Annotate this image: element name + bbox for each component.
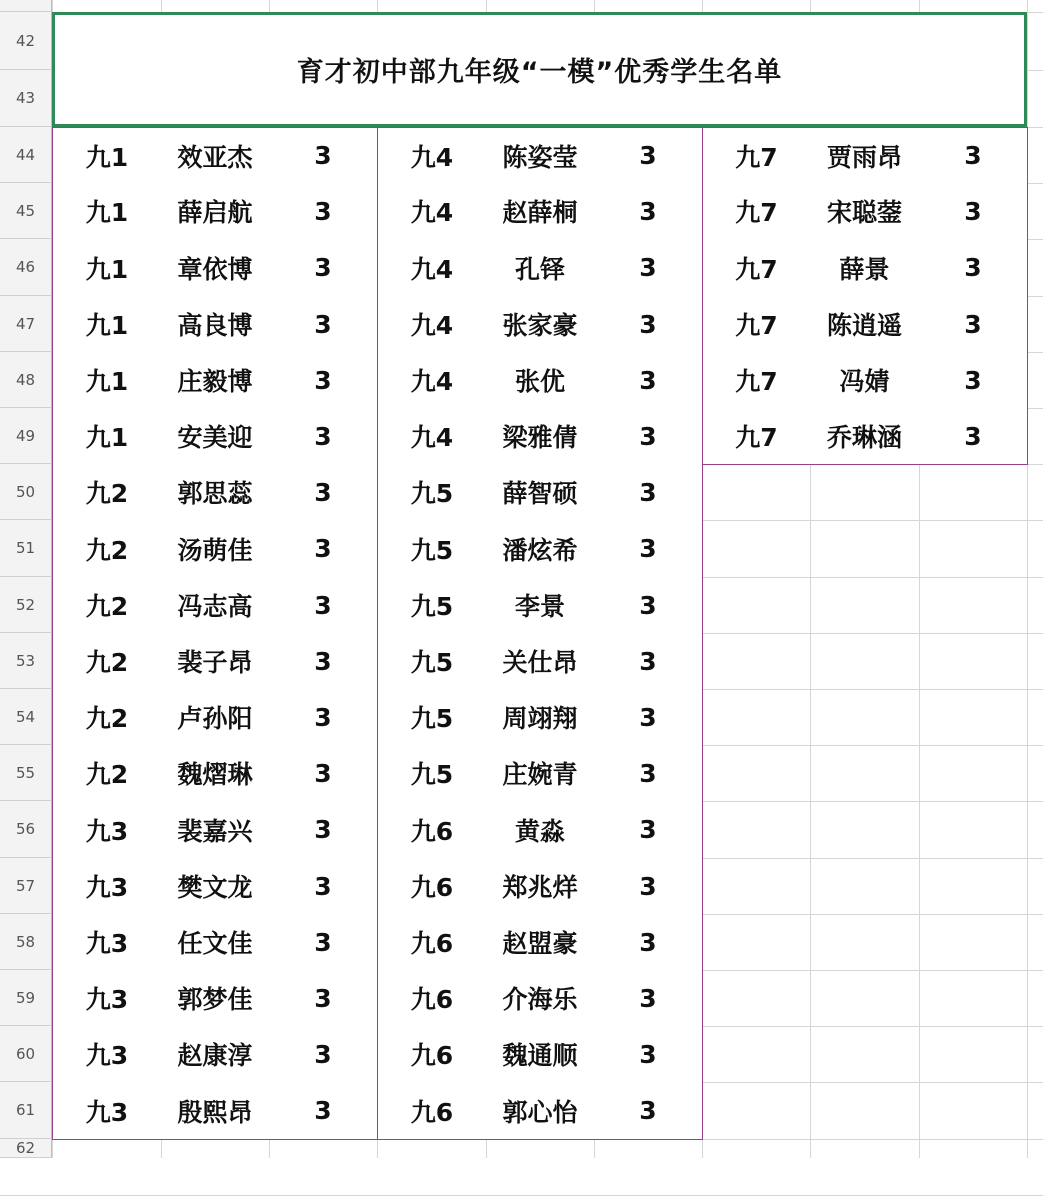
class-cell[interactable]: 九6 <box>377 801 487 859</box>
row-header[interactable]: 52 <box>0 577 52 633</box>
student-name-cell[interactable]: 陈姿莹 <box>486 127 595 184</box>
class-cell[interactable]: 九1 <box>52 296 162 353</box>
class-cell[interactable]: 九2 <box>52 745 162 802</box>
class-cell[interactable]: 九7 <box>702 408 811 465</box>
score-cell[interactable]: 3 <box>594 914 703 971</box>
class-cell[interactable]: 九1 <box>52 239 162 297</box>
row-header[interactable]: 45 <box>0 183 52 239</box>
score-cell[interactable]: 3 <box>269 296 378 353</box>
class-cell[interactable]: 九4 <box>377 183 487 240</box>
class-cell[interactable]: 九4 <box>377 296 487 353</box>
student-name-cell[interactable]: 郭思蕊 <box>161 464 270 521</box>
student-name-cell[interactable]: 赵薛桐 <box>486 183 595 240</box>
row-header[interactable]: 49 <box>0 408 52 464</box>
student-name-cell[interactable]: 郭心怡 <box>486 1082 595 1140</box>
class-cell[interactable]: 九7 <box>702 296 811 353</box>
row-header[interactable]: 54 <box>0 689 52 745</box>
student-name-cell[interactable]: 黄淼 <box>486 801 595 859</box>
score-cell[interactable]: 3 <box>594 127 703 184</box>
class-cell[interactable]: 九4 <box>377 408 487 465</box>
student-name-cell[interactable]: 郭梦佳 <box>161 970 270 1027</box>
score-cell[interactable]: 3 <box>269 745 378 802</box>
score-cell[interactable]: 3 <box>594 970 703 1027</box>
class-cell[interactable]: 九7 <box>702 183 811 240</box>
score-cell[interactable]: 3 <box>269 970 378 1027</box>
row-header[interactable]: 56 <box>0 801 52 858</box>
student-name-cell[interactable]: 宋聪蓥 <box>810 183 920 240</box>
score-cell[interactable]: 3 <box>594 577 703 634</box>
score-cell[interactable]: 3 <box>919 296 1028 353</box>
class-cell[interactable]: 九2 <box>52 464 162 521</box>
score-cell[interactable]: 3 <box>269 1082 378 1140</box>
student-name-cell[interactable]: 卢孙阳 <box>161 689 270 746</box>
class-cell[interactable]: 九2 <box>52 689 162 746</box>
student-name-cell[interactable]: 陈逍遥 <box>810 296 920 353</box>
score-cell[interactable]: 3 <box>269 801 378 859</box>
sheet-title[interactable]: 育才初中部九年级“一模”优秀学生名单 <box>52 12 1027 127</box>
student-name-cell[interactable]: 薛启航 <box>161 183 270 240</box>
student-name-cell[interactable]: 冯志高 <box>161 577 270 634</box>
score-cell[interactable]: 3 <box>594 183 703 240</box>
score-cell[interactable]: 3 <box>594 858 703 915</box>
class-cell[interactable]: 九3 <box>52 801 162 859</box>
class-cell[interactable]: 九3 <box>52 1026 162 1083</box>
score-cell[interactable]: 3 <box>594 520 703 578</box>
class-cell[interactable]: 九2 <box>52 520 162 578</box>
score-cell[interactable]: 3 <box>269 577 378 634</box>
score-cell[interactable]: 3 <box>269 1026 378 1083</box>
score-cell[interactable]: 3 <box>594 745 703 802</box>
class-cell[interactable]: 九4 <box>377 352 487 409</box>
student-name-cell[interactable]: 效亚杰 <box>161 127 270 184</box>
score-cell[interactable]: 3 <box>594 1082 703 1140</box>
score-cell[interactable]: 3 <box>594 296 703 353</box>
row-header[interactable]: 53 <box>0 633 52 689</box>
score-cell[interactable]: 3 <box>269 408 378 465</box>
student-name-cell[interactable]: 魏熠琳 <box>161 745 270 802</box>
class-cell[interactable]: 九6 <box>377 1026 487 1083</box>
student-name-cell[interactable]: 贾雨昂 <box>810 127 920 184</box>
class-cell[interactable]: 九4 <box>377 239 487 297</box>
row-header[interactable]: 61 <box>0 1082 52 1139</box>
student-name-cell[interactable]: 裴嘉兴 <box>161 801 270 859</box>
class-cell[interactable]: 九7 <box>702 352 811 409</box>
class-cell[interactable]: 九6 <box>377 1082 487 1140</box>
student-name-cell[interactable]: 张优 <box>486 352 595 409</box>
class-cell[interactable]: 九2 <box>52 577 162 634</box>
class-cell[interactable]: 九3 <box>52 970 162 1027</box>
row-header[interactable]: 55 <box>0 745 52 801</box>
student-name-cell[interactable]: 殷熙昂 <box>161 1082 270 1140</box>
class-cell[interactable]: 九1 <box>52 127 162 184</box>
student-name-cell[interactable]: 梁雅倩 <box>486 408 595 465</box>
score-cell[interactable]: 3 <box>269 183 378 240</box>
row-header[interactable]: 48 <box>0 352 52 408</box>
student-name-cell[interactable]: 安美迎 <box>161 408 270 465</box>
score-cell[interactable]: 3 <box>594 352 703 409</box>
score-cell[interactable]: 3 <box>269 914 378 971</box>
class-cell[interactable]: 九6 <box>377 858 487 915</box>
student-name-cell[interactable]: 郑兆烊 <box>486 858 595 915</box>
student-name-cell[interactable]: 赵盟豪 <box>486 914 595 971</box>
row-header-partial[interactable] <box>0 0 52 12</box>
row-header[interactable]: 59 <box>0 970 52 1026</box>
score-cell[interactable]: 3 <box>594 408 703 465</box>
score-cell[interactable]: 3 <box>594 633 703 690</box>
student-name-cell[interactable]: 魏通顺 <box>486 1026 595 1083</box>
score-cell[interactable]: 3 <box>919 183 1028 240</box>
student-name-cell[interactable]: 潘炫希 <box>486 520 595 578</box>
student-name-cell[interactable]: 周翊翔 <box>486 689 595 746</box>
student-name-cell[interactable]: 庄婉青 <box>486 745 595 802</box>
class-cell[interactable]: 九2 <box>52 633 162 690</box>
score-cell[interactable]: 3 <box>919 239 1028 297</box>
row-header[interactable]: 47 <box>0 296 52 352</box>
class-cell[interactable]: 九5 <box>377 745 487 802</box>
score-cell[interactable]: 3 <box>594 1026 703 1083</box>
row-header[interactable]: 44 <box>0 127 52 183</box>
score-cell[interactable]: 3 <box>269 689 378 746</box>
score-cell[interactable]: 3 <box>919 352 1028 409</box>
score-cell[interactable]: 3 <box>594 801 703 859</box>
class-cell[interactable]: 九3 <box>52 1082 162 1140</box>
student-name-cell[interactable]: 汤萌佳 <box>161 520 270 578</box>
score-cell[interactable]: 3 <box>269 127 378 184</box>
score-cell[interactable]: 3 <box>594 464 703 521</box>
class-cell[interactable]: 九4 <box>377 127 487 184</box>
score-cell[interactable]: 3 <box>919 127 1028 184</box>
student-name-cell[interactable]: 赵康淳 <box>161 1026 270 1083</box>
class-cell[interactable]: 九6 <box>377 914 487 971</box>
class-cell[interactable]: 九5 <box>377 689 487 746</box>
class-cell[interactable]: 九6 <box>377 970 487 1027</box>
class-cell[interactable]: 九7 <box>702 239 811 297</box>
score-cell[interactable]: 3 <box>594 239 703 297</box>
row-header[interactable]: 42 <box>0 12 52 70</box>
student-name-cell[interactable]: 薛智硕 <box>486 464 595 521</box>
class-cell[interactable]: 九5 <box>377 520 487 578</box>
student-name-cell[interactable]: 庄毅博 <box>161 352 270 409</box>
score-cell[interactable]: 3 <box>269 633 378 690</box>
class-cell[interactable]: 九5 <box>377 577 487 634</box>
student-name-cell[interactable]: 冯婧 <box>810 352 920 409</box>
row-header[interactable]: 43 <box>0 70 52 127</box>
row-header[interactable]: 58 <box>0 914 52 970</box>
score-cell[interactable]: 3 <box>594 689 703 746</box>
student-name-cell[interactable]: 薛景 <box>810 239 920 297</box>
student-name-cell[interactable]: 介海乐 <box>486 970 595 1027</box>
score-cell[interactable]: 3 <box>919 408 1028 465</box>
class-cell[interactable]: 九7 <box>702 127 811 184</box>
class-cell[interactable]: 九1 <box>52 352 162 409</box>
student-name-cell[interactable]: 关仕昂 <box>486 633 595 690</box>
row-header[interactable]: 50 <box>0 464 52 520</box>
row-header[interactable]: 57 <box>0 858 52 914</box>
class-cell[interactable]: 九5 <box>377 633 487 690</box>
student-name-cell[interactable]: 高良博 <box>161 296 270 353</box>
student-name-cell[interactable]: 李景 <box>486 577 595 634</box>
class-cell[interactable]: 九1 <box>52 183 162 240</box>
student-name-cell[interactable]: 章依博 <box>161 239 270 297</box>
score-cell[interactable]: 3 <box>269 352 378 409</box>
student-name-cell[interactable]: 樊文龙 <box>161 858 270 915</box>
class-cell[interactable]: 九5 <box>377 464 487 521</box>
class-cell[interactable]: 九1 <box>52 408 162 465</box>
class-cell[interactable]: 九3 <box>52 914 162 971</box>
student-name-cell[interactable]: 任文佳 <box>161 914 270 971</box>
class-cell[interactable]: 九3 <box>52 858 162 915</box>
score-cell[interactable]: 3 <box>269 239 378 297</box>
student-name-cell[interactable]: 乔琳涵 <box>810 408 920 465</box>
row-header[interactable]: 46 <box>0 239 52 296</box>
score-cell[interactable]: 3 <box>269 520 378 578</box>
student-name-cell[interactable]: 孔铎 <box>486 239 595 297</box>
row-header[interactable]: 51 <box>0 520 52 577</box>
score-cell[interactable]: 3 <box>269 858 378 915</box>
student-name-cell[interactable]: 裴子昂 <box>161 633 270 690</box>
score-cell[interactable]: 3 <box>269 464 378 521</box>
row-header[interactable]: 60 <box>0 1026 52 1082</box>
row-header[interactable]: 62 <box>0 1139 52 1158</box>
student-name-cell[interactable]: 张家豪 <box>486 296 595 353</box>
